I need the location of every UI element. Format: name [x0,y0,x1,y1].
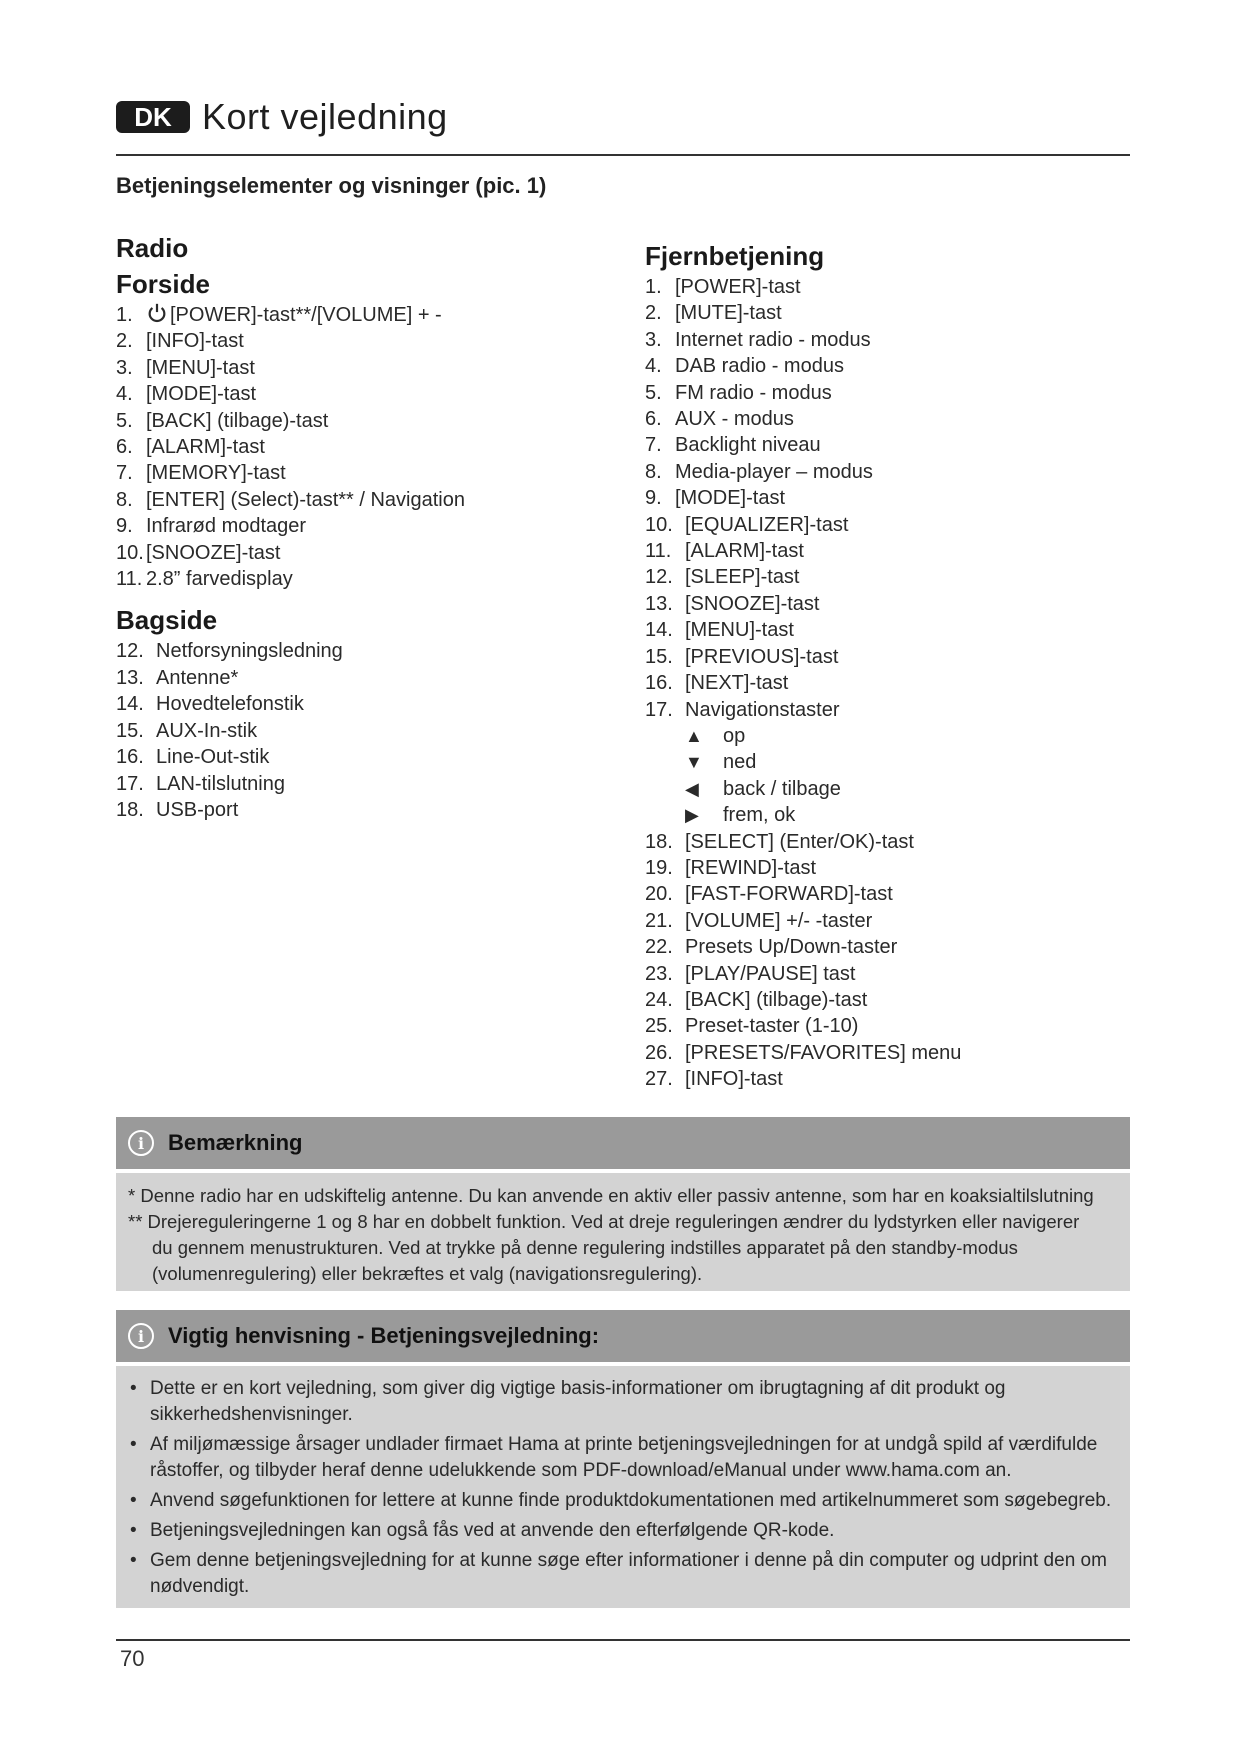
important-box-header [116,1310,1130,1362]
list-item-text: [BACK] (tilbage)-tast [685,988,868,1011]
list-item-text: Presets Up/Down-taster [685,936,898,959]
list-item-number: 6. [645,408,662,431]
list-item-number: 2. [645,302,662,325]
list-item-number: 10. [116,541,144,564]
list-item-text: [ALARM]-tast [146,436,265,459]
list-item [116,691,636,717]
list-item [645,1040,1165,1066]
right-column [645,238,1165,1093]
list-item-text: [PRESETS/FAVORITES] menu [685,1041,962,1064]
footer-divider [116,1639,1130,1641]
list-item-number: 13. [645,592,673,615]
nav-key-item [685,723,1165,749]
list-item-text: Antenne* [156,666,239,689]
list-item-text: [MUTE]-tast [675,302,782,325]
bullet-item: • Anvend søgefunktionen for lettere at kunne finde produktdokumentationen med artikelnummeret som søgebegreb. [128,1488,1118,1514]
list-item [645,1066,1165,1092]
list-item-text: [SNOOZE]-tast [685,592,820,615]
list-item-text: Navigationstaster [685,698,840,721]
list-item-text: [REWIND]-tast [685,856,817,879]
remote-list-b [645,512,1165,723]
list-item [645,961,1165,987]
list-item-number: 15. [645,645,673,668]
list-item [116,566,636,592]
list-item-text: [MENU]-tast [146,356,255,379]
arrow-icon: ▶ [685,805,699,826]
list-item-text: [VOLUME] +/- -taster [685,909,873,932]
list-item-number: 20. [645,883,673,906]
list-item-number: 14. [116,693,144,716]
bullet-item: • Dette er en kort vejledning, som giver dig vigtige basis-informationer om ibrugtagning af dit produkt og sikkerhedshenvisninger. [128,1376,1118,1428]
list-item-number: 21. [645,909,673,932]
list-item-text: DAB radio - modus [675,355,844,378]
list-item-text: FM radio - modus [675,381,832,404]
list-item [116,355,636,381]
arrow-icon: ▲ [685,725,703,746]
nav-key-text: back / tilbage [723,777,841,800]
list-item-text: 2.8” farvedisplay [146,568,293,591]
list-item-number: 4. [645,355,662,378]
list-item-number: 7. [645,434,662,457]
info-icon: i [128,1323,154,1349]
list-item-number: 11. [116,568,143,591]
list-item-text: [MODE]-tast [675,487,786,510]
list-item-number: 23. [645,962,673,985]
info-icon: i [128,1130,154,1156]
left-column [116,230,636,823]
list-item-number: 12. [645,566,673,589]
list-item [116,718,636,744]
list-item-number: 22. [645,936,673,959]
list-item-number: 8. [645,460,662,483]
list-item-text: Line-Out-stik [156,746,270,769]
list-item [645,829,1165,855]
list-item [116,797,636,823]
bullet-item: • Gem denne betjeningsvejledning for at kunne søge efter informationer i denne på din computer og udprint den om nødvendigt. [128,1548,1118,1600]
list-item-text: [PREVIOUS]-tast [685,645,839,668]
list-item-text: [INFO]-tast [685,1068,783,1091]
bullet-item: • Af miljømæssige årsager undlader firmaet Hama at printe betjeningsvejledningen for at undgå spild af værdifulde råstoffer, og tilbyder heraf denne udelukkende som PDF-download/eManual under www.hama.com an. [128,1432,1118,1484]
list-item [645,353,1165,379]
page-number: 70 [120,1646,145,1671]
list-item-number: 17. [116,772,144,795]
list-item-text: AUX - modus [675,408,794,431]
heading-remote: Fjernbetjening [645,241,825,271]
list-item-number: 9. [645,487,662,510]
nav-key-item [685,802,1165,828]
list-item-number: 10. [645,513,673,536]
list-item [645,432,1165,458]
note-line: * Denne radio har en udskiftelig antenne. Du kan anvende en aktiv eller passiv antenne, som har en koaksialtilslutning [128,1185,1094,1206]
list-item [645,591,1165,617]
list-item-number: 5. [116,409,133,432]
list-item-number: 4. [116,383,133,406]
list-item [116,460,636,486]
nav-key-item [685,776,1165,802]
list-item-text: Preset-taster (1-10) [685,1015,859,1038]
list-item-number: 2. [116,330,133,353]
list-item-number: 3. [116,356,133,379]
list-item [645,406,1165,432]
list-item [116,638,636,664]
nav-key-item [685,749,1165,775]
note-line: ** Drejereguleringerne 1 og 8 har en dobbelt funktion. Ved at dreje reguleringen ændrer du lydstyrken eller navigerer [128,1211,1080,1232]
list-item-number: 9. [116,515,133,538]
list-item [116,328,636,354]
note-box-header [116,1117,1130,1169]
page-header [116,96,448,138]
list-item-text: [ENTER] (Select)-tast** / Navigation [146,488,465,511]
front-list [116,302,636,592]
list-item-text: [SLEEP]-tast [685,566,800,589]
note-box-body [116,1173,1130,1291]
list-item-text: [ALARM]-tast [685,540,804,563]
list-item [645,1013,1165,1039]
list-item-text: [INFO]-tast [146,330,244,353]
list-item [645,908,1165,934]
bullet-item: • Betjeningsvejledningen kan også fås ved at anvende den efterfølgende QR-kode. [128,1518,1118,1544]
list-item [116,665,636,691]
list-item [645,538,1165,564]
list-item [116,381,636,407]
important-box-body [116,1366,1130,1608]
important-box-title: Vigtig henvisning - Betjeningsvejledning: [168,1323,600,1348]
list-item [645,881,1165,907]
list-item-number: 12. [116,640,144,663]
power-icon [146,302,168,324]
list-item-text: USB-port [156,798,239,821]
nav-sub-list [645,723,1165,829]
list-item-text: [PLAY/PAUSE] tast [685,962,856,985]
list-item-number: 1. [645,276,662,298]
list-item-number: 25. [645,1015,673,1038]
list-item [116,434,636,460]
list-item-number: 11. [645,540,672,563]
list-item [645,644,1165,670]
list-item [645,459,1165,485]
list-item-number: 26. [645,1041,673,1064]
heading-back: Bagside [116,605,218,636]
list-item [645,855,1165,881]
list-item [645,934,1165,960]
list-item [645,327,1165,353]
list-item-text: Infrarød modtager [146,515,307,538]
list-item-text: Backlight niveau [675,434,821,457]
list-item [645,300,1165,326]
list-item-text: LAN-tilslutning [156,772,285,795]
header-divider [116,154,1130,156]
list-item [645,512,1165,538]
list-item [645,485,1165,511]
page-title: Kort vejledning [202,96,448,137]
note-box-title: Bemærkning [168,1130,303,1155]
list-item-number: 16. [116,746,144,769]
remote-list-a [645,274,1165,512]
note-line: du gennem menustrukturen. Ved at trykke på denne regulering indstilles apparatet på den standby-modus [152,1237,1018,1258]
list-item [116,302,636,328]
list-item-text: [POWER]-tast [675,276,801,298]
list-item-number: 6. [116,436,133,459]
list-item-text: [SNOOZE]-tast [146,541,281,564]
nav-key-text: op [723,724,746,747]
language-badge: DK [116,101,190,133]
list-item-text: Media-player – modus [675,460,873,483]
list-item-number: 8. [116,488,133,511]
list-item [116,408,636,434]
list-item-number: 1. [116,304,133,326]
list-item-text: AUX-In-stik [156,719,258,742]
back-list [116,638,636,823]
list-item-text: [MEMORY]-tast [146,462,286,485]
list-item-number: 13. [116,666,144,689]
list-item [645,697,1165,723]
list-item-number: 17. [645,698,673,721]
list-item [645,274,1165,300]
list-item-text: [NEXT]-tast [685,672,789,695]
list-item-number: 7. [116,462,133,485]
list-item-number: 3. [645,328,662,351]
nav-key-text: ned [723,751,757,774]
nav-key-text: frem, ok [723,804,796,827]
list-item-text: Hovedtelefonstik [156,693,304,716]
list-item-text: [SELECT] (Enter/OK)-tast [685,830,914,853]
list-item-text: [MENU]-tast [685,619,794,642]
heading-radio: Radio [116,233,189,263]
list-item-text: Internet radio - modus [675,328,871,351]
important-bullets [128,1376,1118,1600]
list-item [116,513,636,539]
list-item [645,380,1165,406]
list-item [645,617,1165,643]
list-item-text: Netforsyningsledning [156,640,343,663]
list-item-number: 5. [645,381,662,404]
list-item-text: [MODE]-tast [146,383,257,406]
note-box [116,1117,1130,1291]
list-item-number: 18. [645,830,673,853]
heading-front: Forside [116,269,210,299]
list-item [116,771,636,797]
list-item-text: [BACK] (tilbage)-tast [146,409,329,432]
list-item-number: 16. [645,672,673,695]
list-item-text: [EQUALIZER]-tast [685,513,849,536]
list-item [116,744,636,770]
list-item [645,564,1165,590]
list-item-number: 19. [645,856,673,879]
arrow-icon: ◀ [685,778,699,799]
list-item [116,487,636,513]
list-item-number: 18. [116,798,144,821]
list-item [645,987,1165,1013]
list-item-text: [POWER]-tast**/[VOLUME] + - [170,304,442,326]
arrow-icon: ▼ [685,752,703,773]
list-item-number: 24. [645,988,673,1011]
list-item [645,670,1165,696]
list-item [116,540,636,566]
list-item-text: [FAST-FORWARD]-tast [685,883,893,906]
important-box [116,1310,1130,1608]
remote-list-c [645,829,1165,1093]
list-item-number: 14. [645,619,673,642]
list-item-number: 15. [116,719,144,742]
section-subtitle: Betjeningselementer og visninger (pic. 1) [116,173,547,198]
note-line: (volumenregulering) eller bekræftes et valg (navigationsregulering). [152,1263,703,1284]
list-item-number: 27. [645,1068,673,1091]
